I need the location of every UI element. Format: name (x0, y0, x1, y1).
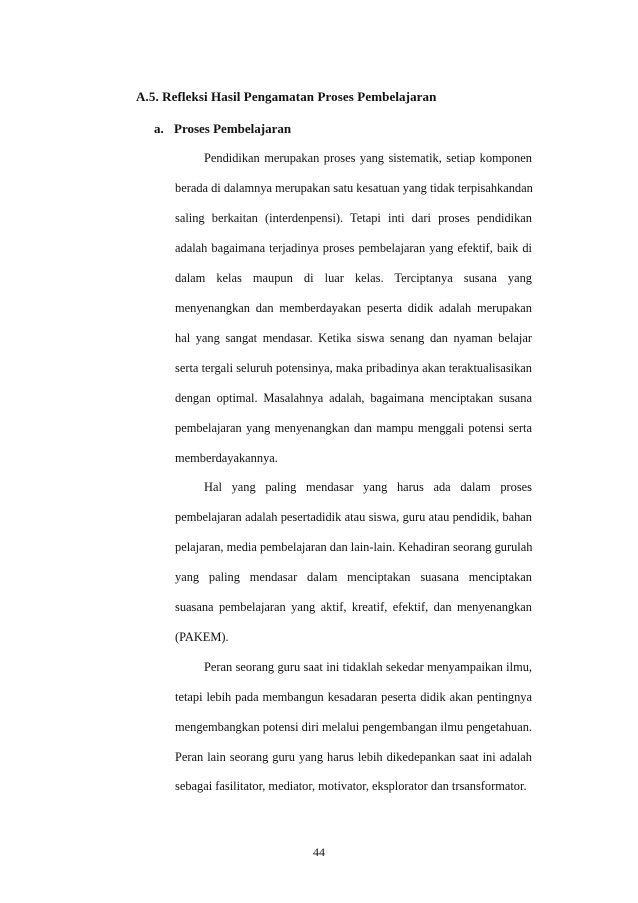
body-line: suasana pembelajaran yang aktif, kreatif, efektif, dan menyenangkan (175, 600, 532, 614)
body-line: Hal yang paling mendasar yang harus ada dalam proses (204, 480, 532, 494)
body-line: memberdayakannya. (175, 451, 278, 465)
body-line: pembelajaran yang menyenangkan dan mampu menggali potensi serta (175, 421, 532, 435)
body-line: Peran lain seorang guru yang harus lebih dikedepankan saat ini adalah (175, 750, 532, 764)
subsection-heading (154, 121, 291, 137)
body-line: mengembangkan potensi diri melalui pengembangan ilmu pengetahuan. (175, 720, 532, 734)
body-line: pelajaran, media pembelajaran dan lain-lain. Kehadiran seorang gurulah (175, 540, 533, 554)
body-line: berada di dalamnya merupakan satu kesatuan yang tidak terpisahkandan (175, 181, 533, 195)
body-line: dalam kelas maupun di luar kelas. Terciptanya susana yang (175, 271, 532, 285)
subsection-title: Proses Pembelajaran (174, 121, 292, 136)
page-number: 44 (313, 845, 325, 859)
body-line: Peran seorang guru saat ini tidaklah sekedar menyampaikan ilmu, (204, 660, 532, 674)
body-line: dengan optimal. Masalahnya adalah, bagaimana menciptakan susana (175, 391, 532, 405)
body-line: tetapi lebih pada membangun kesadaran peserta didik akan pentingnya (175, 690, 532, 704)
body-line: saling berkaitan (interdenpensi). Tetapi inti dari proses pendidikan (175, 211, 532, 225)
body-line: (PAKEM). (175, 630, 229, 644)
body-line: sebagai fasilitator, mediator, motivator, eksplorator dan trsansformator. (175, 779, 527, 793)
body-line: yang paling mendasar dalam menciptakan suasana menciptakan (175, 570, 532, 584)
body-line: serta tergali seluruh potensinya, maka pribadinya akan teraktualisasikan (175, 361, 532, 375)
body-line: pembelajaran adalah pesertadidik atau siswa, guru atau pendidik, bahan (175, 510, 532, 524)
body-line: Pendidikan merupakan proses yang sistematik, setiap komponen (204, 151, 532, 165)
subsection-marker: a. (154, 121, 164, 136)
body-line: hal yang sangat mendasar. Ketika siswa senang dan nyaman belajar (175, 331, 532, 345)
body-line: menyenangkan dan memberdayakan peserta didik adalah merupakan (175, 301, 532, 315)
section-heading: A.5. Refleksi Hasil Pengamatan Proses Pembelajaran (136, 89, 437, 104)
body-line: adalah bagaimana terjadinya proses pembelajaran yang efektif, baik di (175, 241, 532, 255)
